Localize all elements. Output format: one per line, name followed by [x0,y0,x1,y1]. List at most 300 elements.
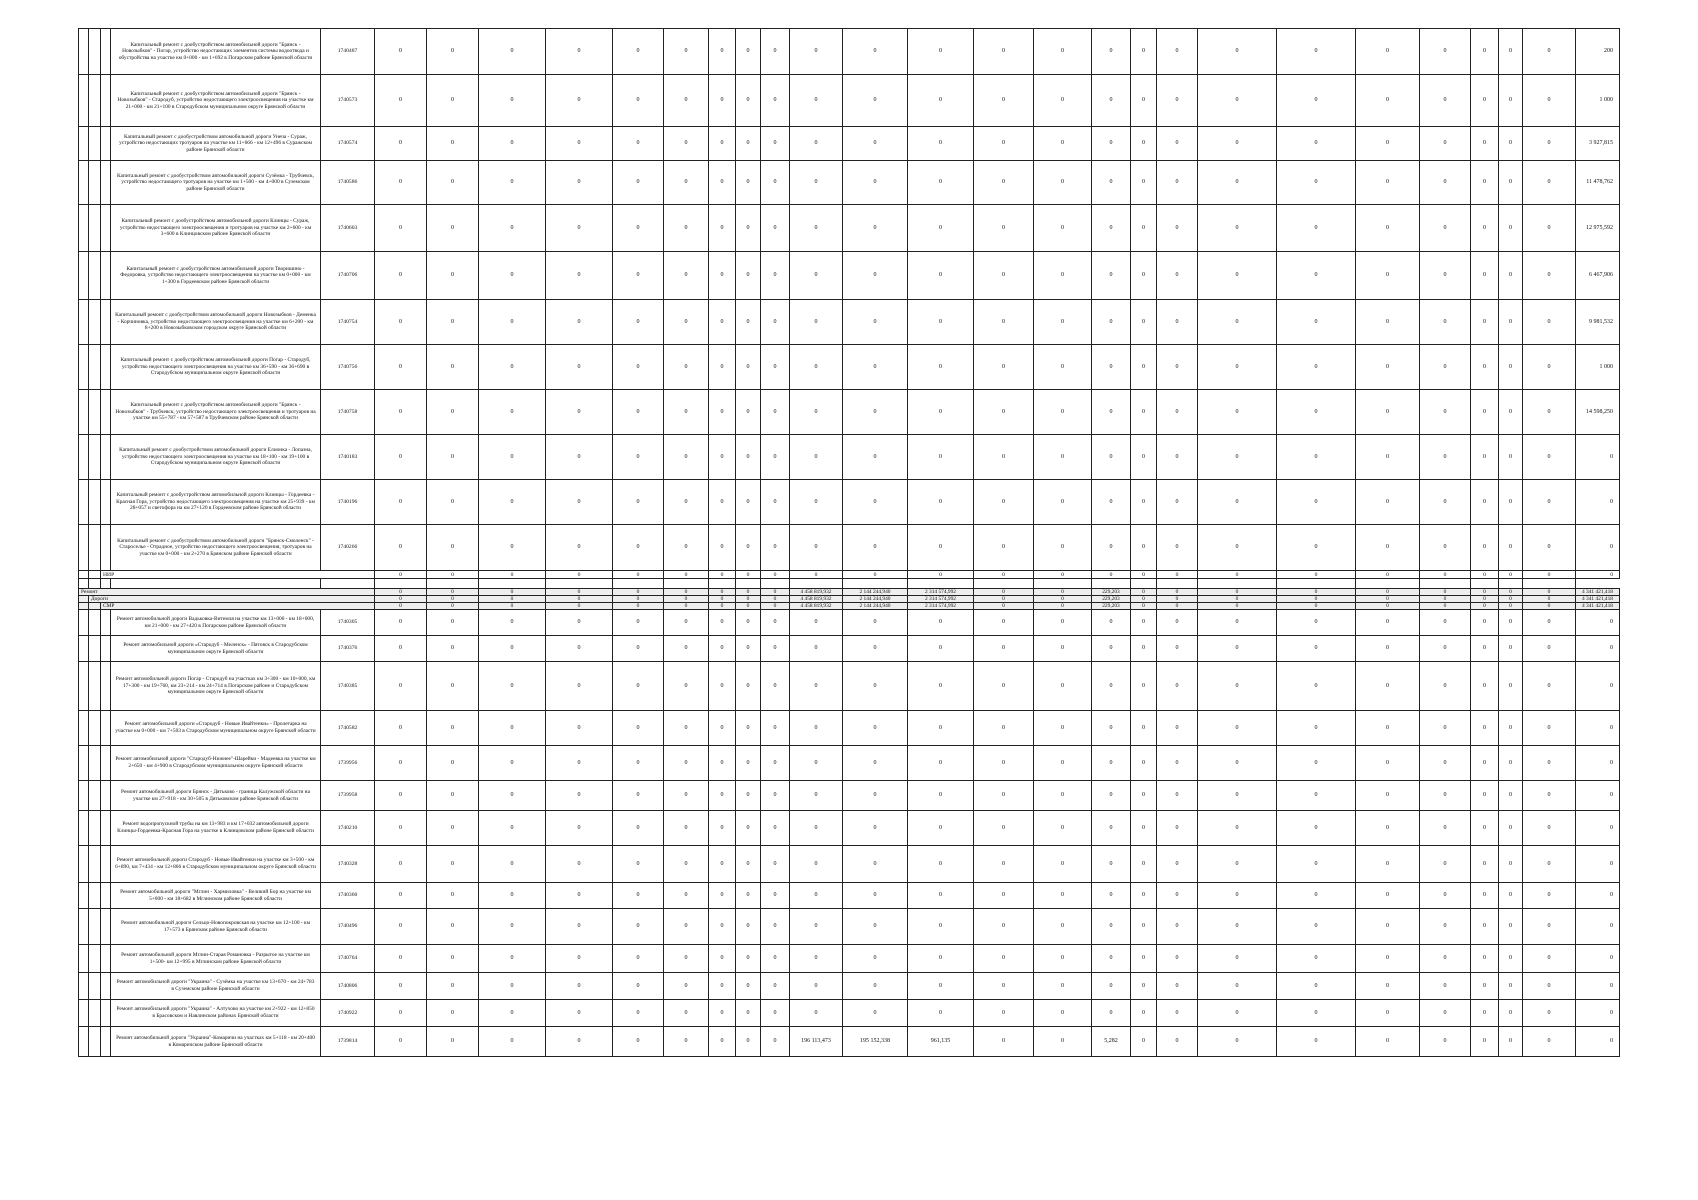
value-cell: 0 [1157,846,1198,883]
value-cell: 0 [1034,205,1092,252]
value-cell: 0 [1092,75,1131,127]
table-row [79,781,1620,811]
value-cell: 0 [664,610,709,636]
section-row [79,571,1620,579]
empty-cell [613,579,664,589]
value-cell: 0 [1198,1000,1277,1027]
value-cell: 0 [1576,883,1620,909]
value-cell: 0 [1499,973,1523,1000]
value-cell: 0 [1576,811,1620,846]
value-cell: 0 [1131,811,1157,846]
value-cell: 0 [709,435,736,480]
value-cell: 0 [664,603,709,610]
object-code-cell: 1740573 [321,75,375,127]
value-cell: 0 [790,883,843,909]
value-cell: 0 [427,435,479,480]
value-cell: 0 [546,29,613,75]
table-row [79,75,1620,127]
value-cell: 0 [790,636,843,662]
object-name-cell: Капитальный ремонт с дообустройством автомобильной дороги Новозыбков - Деменка - Корчиновка, устройство недостающего электроосвещения на участке км 6+200 - км 8+200 в Новозыбковском городском округе Брянской области [111,300,321,345]
value-cell: 0 [709,603,736,610]
value-cell: 0 [546,945,613,973]
value-cell: 0 [736,589,761,596]
value-cell: 0 [908,662,974,711]
value-cell: 0 [761,571,790,579]
value-cell: 0 [1576,571,1620,579]
value-cell: 0 [1356,127,1420,161]
table-row [79,846,1620,883]
value-cell: 0 [427,636,479,662]
value-cell: 0 [1092,300,1131,345]
value-cell: 0 [479,390,546,435]
value-cell: 0 [1523,662,1576,711]
value-cell: 0 [843,252,908,300]
value-cell: 0 [1420,636,1471,662]
value-cell: 0 [1499,883,1523,909]
object-name-cell: Капитальный ремонт с дообустройством автомобильной дороги Погар - Стародуб, устройство недостающего электроосвещения на участке км 36+590 - км 36+690 в Стародубском муниципальном округе Брянской области [111,345,321,390]
object-code-cell: 1740574 [321,127,375,161]
value-cell: 0 [736,1000,761,1027]
value-cell: 0 [761,973,790,1000]
value-cell: 0 [736,205,761,252]
value-cell: 0 [664,781,709,811]
value-cell: 0 [1092,746,1131,781]
table-row [79,161,1620,205]
value-cell: 0 [1471,29,1499,75]
value-cell: 0 [1356,435,1420,480]
value-cell: 0 [709,610,736,636]
value-cell: 0 [736,161,761,205]
indent-cell [89,435,101,480]
object-code-cell: 1739814 [321,1027,375,1057]
indent-cell [79,1000,89,1027]
value-cell: 0 [1356,781,1420,811]
table-row [79,252,1620,300]
indent-cell [79,603,89,610]
value-cell: 0 [1420,480,1471,525]
value-cell: 0 [908,252,974,300]
value-cell: 0 [1523,746,1576,781]
value-cell: 0 [1420,435,1471,480]
object-name-cell: Капитальный ремонт с дообустройством автомобильной дороги Творишино - Федоровка, устройство недостающего электроосвещения на участке км 0+000 - км 1+300 в Гордеевском районе Брянской области [111,252,321,300]
value-cell: 0 [709,252,736,300]
value-cell: 0 [613,300,664,345]
value-cell: 0 [1092,811,1131,846]
value-cell: 0 [1198,29,1277,75]
section-label: Дороги [89,596,375,603]
value-cell: 0 [908,29,974,75]
value-cell: 0 [1198,345,1277,390]
table-row [79,435,1620,480]
value-cell: 0 [1356,711,1420,746]
value-cell: 0 [375,525,427,571]
value-cell: 0 [1198,883,1277,909]
value-cell: 0 [1034,973,1092,1000]
object-name-cell: Ремонт автомобильной дороги Вадьковка-Витемля на участке км 13+000 - км 18+000, км 21+000 - км 27+420 в Погарском районе Брянской области [111,610,321,636]
empty-cell [427,579,479,589]
value-cell: 0 [843,746,908,781]
indent-cell [89,205,101,252]
value-cell: 0 [761,75,790,127]
object-name-cell: Капитальный ремонт с дообустройством автомобильной дороги "Брянск - Новозыбков" - Стародуб, устройство недостающего электроосвещения на участке км 21+000 - км 21+100 в Стародубском муниципальном округе Брянской области [111,75,321,127]
value-cell: 0 [709,945,736,973]
indent-cell [79,252,89,300]
indent-cell [89,525,101,571]
value-cell: 0 [1131,846,1157,883]
value-cell: 0 [1523,603,1576,610]
value-cell: 0 [761,846,790,883]
value-cell: 0 [1499,75,1523,127]
object-name-cell: Ремонт автомобильной дороги Сельцо-Новопокровская на участке км 12+100 - км 17+573 в Брянском районе Брянской области [111,909,321,945]
value-cell: 0 [1277,205,1356,252]
value-cell: 0 [736,127,761,161]
object-code-cell: 1740496 [321,909,375,945]
value-cell: 0 [1034,909,1092,945]
value-cell: 0 [1034,435,1092,480]
value-cell: 0 [1420,711,1471,746]
value-cell: 0 [1034,390,1092,435]
object-name-cell: Ремонт автомобильной дороги «Стародуб - Новые Ивайтенки» - Пролетарка на участке км 0+000 - км 7+503 в Стародубском муниципальном округе Брянской области [111,711,321,746]
value-cell: 0 [709,1027,736,1057]
value-cell: 5,282 [1092,1027,1131,1057]
value-cell: 0 [1277,711,1356,746]
object-code-cell: 1740706 [321,252,375,300]
value-cell: 0 [1034,525,1092,571]
value-cell: 0 [1131,589,1157,596]
value-cell: 0 [1471,345,1499,390]
value-cell: 0 [613,29,664,75]
value-cell: 0 [790,390,843,435]
value-cell: 0 [1157,711,1198,746]
value-cell: 0 [1157,662,1198,711]
object-code-cell: 1740196 [321,480,375,525]
indent-cell [79,1027,89,1057]
value-cell: 0 [908,525,974,571]
value-cell: 0 [1131,909,1157,945]
empty-cell [1277,579,1356,589]
indent-cell [89,811,101,846]
value-cell: 0 [1356,603,1420,610]
value-cell: 0 [664,525,709,571]
value-cell: 0 [1034,846,1092,883]
value-cell: 0 [843,1000,908,1027]
value-cell: 0 [1198,973,1277,1000]
indent-cell [101,480,111,525]
table-row [79,300,1620,345]
value-cell: 0 [1198,435,1277,480]
value-cell: 0 [546,571,613,579]
value-cell: 0 [974,662,1034,711]
total-row [79,603,1620,610]
empty-cell [761,579,790,589]
table-row [79,1027,1620,1057]
value-cell: 0 [908,883,974,909]
value-cell: 0 [1356,636,1420,662]
value-cell: 2 144 244,940 [843,596,908,603]
value-cell: 0 [1092,711,1131,746]
value-cell: 0 [1471,390,1499,435]
value-cell: 0 [1131,1000,1157,1027]
value-cell: 0 [843,75,908,127]
value-cell: 0 [1034,1000,1092,1027]
value-cell: 0 [375,662,427,711]
value-cell: 0 [479,945,546,973]
object-code-cell: 1740266 [321,525,375,571]
value-cell: 0 [908,205,974,252]
value-cell: 0 [546,75,613,127]
value-cell: 0 [1092,29,1131,75]
value-cell: 3 927,815 [1576,127,1620,161]
indent-cell [101,390,111,435]
value-cell: 0 [1277,746,1356,781]
value-cell: 0 [974,883,1034,909]
object-code-cell: 1740754 [321,300,375,345]
value-cell: 0 [974,480,1034,525]
value-cell: 0 [761,1027,790,1057]
value-cell: 0 [843,610,908,636]
value-cell: 0 [790,29,843,75]
indent-cell [101,636,111,662]
value-cell: 0 [664,883,709,909]
value-cell: 0 [974,1000,1034,1027]
value-cell: 0 [709,525,736,571]
table-row [79,29,1620,75]
value-cell: 0 [1420,973,1471,1000]
value-cell: 0 [479,711,546,746]
value-cell: 0 [375,127,427,161]
value-cell: 0 [1471,525,1499,571]
value-cell: 0 [1356,945,1420,973]
value-cell: 0 [546,846,613,883]
indent-cell [89,909,101,945]
indent-cell [79,781,89,811]
indent-cell [79,390,89,435]
value-cell: 0 [1420,1027,1471,1057]
value-cell: 0 [479,525,546,571]
value-cell: 0 [1523,300,1576,345]
value-cell: 0 [1356,300,1420,345]
value-cell: 0 [908,811,974,846]
value-cell: 0 [1576,1027,1620,1057]
value-cell: 0 [1523,589,1576,596]
value-cell: 0 [736,596,761,603]
value-cell: 0 [479,1027,546,1057]
value-cell: 0 [843,973,908,1000]
value-cell: 0 [1277,571,1356,579]
value-cell: 0 [790,127,843,161]
value-cell: 0 [546,711,613,746]
value-cell: 0 [479,345,546,390]
value-cell: 0 [1420,345,1471,390]
value-cell: 0 [736,883,761,909]
value-cell: 0 [908,571,974,579]
value-cell: 0 [1157,909,1198,945]
value-cell: 0 [1471,603,1499,610]
value-cell: 0 [709,662,736,711]
value-cell: 0 [1499,781,1523,811]
value-cell: 0 [664,571,709,579]
value-cell: 0 [1356,1027,1420,1057]
value-cell: 0 [736,525,761,571]
value-cell: 0 [1157,636,1198,662]
value-cell: 0 [613,205,664,252]
indent-cell [79,909,89,945]
value-cell: 0 [1157,571,1198,579]
value-cell: 0 [1576,480,1620,525]
indent-cell [101,662,111,711]
value-cell: 0 [1131,252,1157,300]
value-cell: 0 [664,252,709,300]
value-cell: 0 [843,345,908,390]
indent-cell [79,29,89,75]
value-cell: 0 [1277,596,1356,603]
value-cell: 0 [1157,525,1198,571]
object-code-cell: 1740758 [321,390,375,435]
table-row [79,610,1620,636]
value-cell: 0 [709,811,736,846]
value-cell: 0 [1034,746,1092,781]
value-cell: 0 [736,1027,761,1057]
value-cell: 0 [1420,589,1471,596]
value-cell: 0 [1523,75,1576,127]
empty-cell [1092,579,1131,589]
value-cell: 0 [664,973,709,1000]
value-cell: 0 [375,711,427,746]
value-cell: 0 [1523,1000,1576,1027]
value-cell: 0 [546,435,613,480]
value-cell: 0 [1499,29,1523,75]
value-cell: 0 [761,345,790,390]
value-cell: 0 [613,75,664,127]
value-cell: 0 [974,711,1034,746]
indent-cell [89,161,101,205]
value-cell: 0 [375,345,427,390]
value-cell: 0 [546,610,613,636]
empty-cell [664,579,709,589]
value-cell: 0 [974,435,1034,480]
value-cell: 0 [1034,711,1092,746]
value-cell: 0 [1471,1000,1499,1027]
value-cell: 0 [1471,75,1499,127]
value-cell: 0 [1092,345,1131,390]
value-cell: 0 [1471,909,1499,945]
value-cell: 0 [479,603,546,610]
value-cell: 0 [664,345,709,390]
indent-cell [79,596,89,603]
value-cell: 0 [1499,603,1523,610]
indent-cell [79,846,89,883]
empty-cell [546,579,613,589]
empty-cell [111,579,321,589]
value-cell: 0 [613,480,664,525]
value-cell: 0 [1576,945,1620,973]
value-cell: 0 [1198,75,1277,127]
value-cell: 0 [843,662,908,711]
value-cell: 1 000 [1576,345,1620,390]
value-cell: 12 975,592 [1576,205,1620,252]
indent-cell [89,781,101,811]
value-cell: 0 [1131,945,1157,973]
value-cell: 0 [1092,435,1131,480]
value-cell: 0 [664,75,709,127]
empty-cell [908,579,974,589]
value-cell: 6 467,906 [1576,252,1620,300]
value-cell: 0 [479,571,546,579]
value-cell: 0 [1277,973,1356,1000]
value-cell: 0 [546,909,613,945]
value-cell: 0 [843,883,908,909]
value-cell: 0 [1277,525,1356,571]
empty-cell [1034,579,1092,589]
value-cell: 2 314 574,992 [908,603,974,610]
indent-cell [79,662,89,711]
value-cell: 0 [843,909,908,945]
value-cell: 195 152,338 [843,1027,908,1057]
value-cell: 0 [974,252,1034,300]
value-cell: 0 [761,781,790,811]
value-cell: 4 458 819,932 [790,589,843,596]
value-cell: 0 [1420,571,1471,579]
value-cell: 0 [761,811,790,846]
value-cell: 0 [790,252,843,300]
value-cell: 0 [761,610,790,636]
value-cell: 0 [736,846,761,883]
value-cell: 0 [1471,711,1499,746]
value-cell: 0 [1277,75,1356,127]
value-cell: 0 [761,525,790,571]
value-cell: 0 [1420,127,1471,161]
value-cell: 0 [908,846,974,883]
value-cell: 0 [479,811,546,846]
value-cell: 0 [1034,945,1092,973]
value-cell: 0 [1157,205,1198,252]
value-cell: 0 [664,29,709,75]
value-cell: 0 [790,711,843,746]
value-cell: 0 [1131,711,1157,746]
value-cell: 0 [1157,973,1198,1000]
value-cell: 0 [1523,435,1576,480]
value-cell: 0 [613,973,664,1000]
value-cell: 0 [1157,746,1198,781]
value-cell: 0 [709,390,736,435]
value-cell: 0 [908,711,974,746]
value-cell: 0 [375,746,427,781]
value-cell: 0 [709,345,736,390]
value-cell: 0 [479,596,546,603]
value-cell: 0 [613,781,664,811]
value-cell: 0 [1523,480,1576,525]
value-cell: 0 [1523,525,1576,571]
value-cell: 0 [761,945,790,973]
indent-cell [89,571,101,579]
value-cell: 0 [736,29,761,75]
value-cell: 0 [843,127,908,161]
indent-cell [101,945,111,973]
value-cell: 0 [974,610,1034,636]
value-cell: 0 [1092,945,1131,973]
value-cell: 0 [1034,1027,1092,1057]
indent-cell [89,1027,101,1057]
value-cell: 0 [375,75,427,127]
value-cell: 0 [427,1027,479,1057]
value-cell: 0 [427,746,479,781]
value-cell: 0 [375,1000,427,1027]
value-cell: 0 [974,205,1034,252]
value-cell: 0 [790,610,843,636]
value-cell: 0 [1157,945,1198,973]
value-cell: 0 [1471,781,1499,811]
value-cell: 0 [1471,811,1499,846]
